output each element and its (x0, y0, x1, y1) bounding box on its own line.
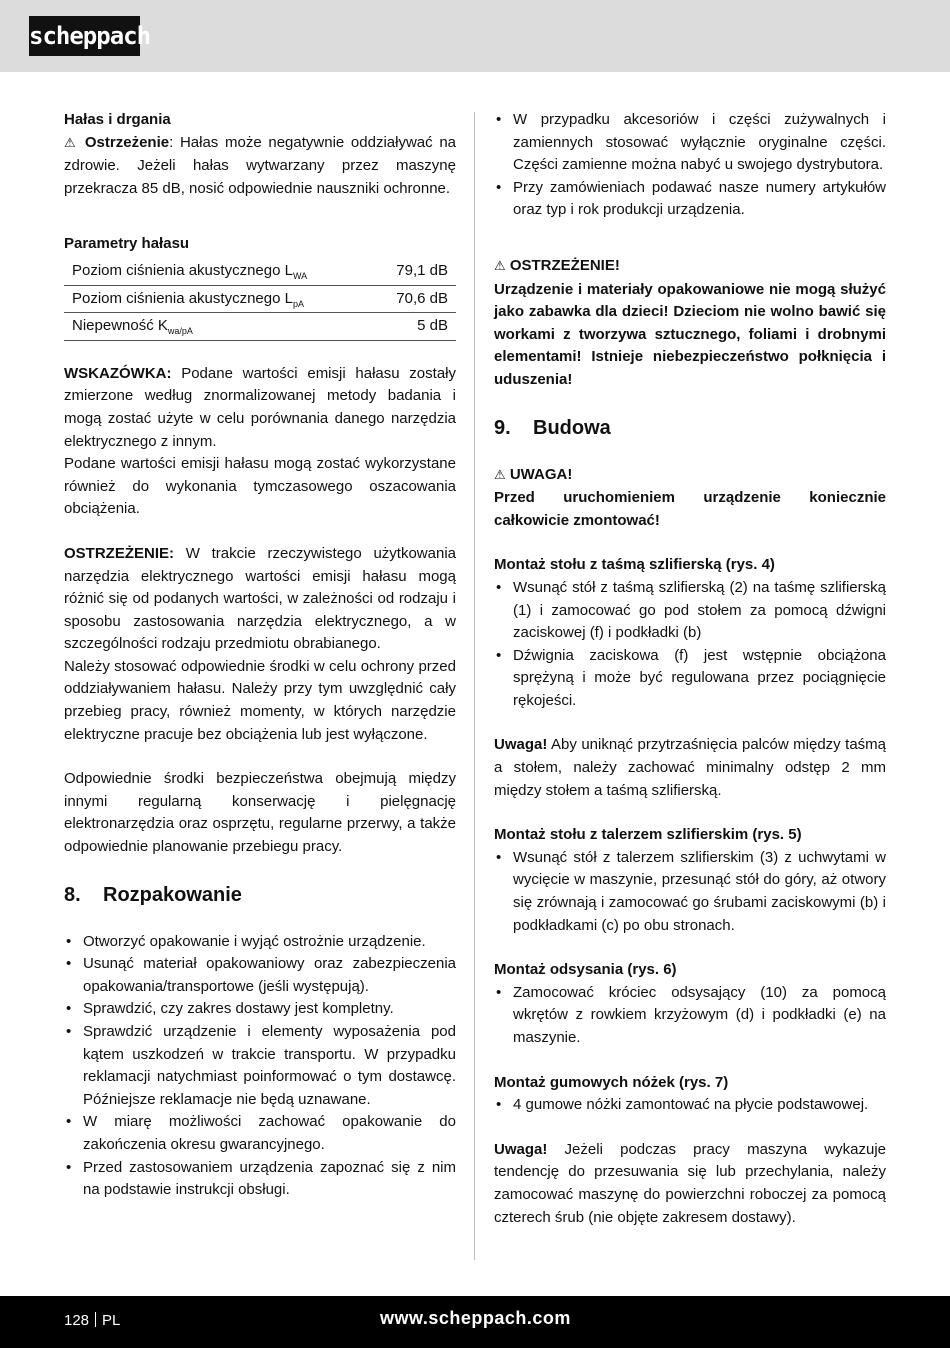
list-item: • Przy zamówieniach podawać nasze numery artykułów oraz typ i rok produkcji urządzenia. (494, 177, 886, 222)
suction-heading: Montaż odsysania (rys. 6) (494, 961, 677, 979)
hint-text: Podane wartości emisji hałasu zostały zmierzone według znormalizowanej metody badania i mogą zostać użyte w celu porównania danego narzędzia elektrycznego z innym. (64, 364, 456, 450)
list-item: • Przed zastosowaniem urządzenia zapoznać się z nim na podstawie instrukcji obsługi. (64, 1157, 456, 1202)
note1-paragraph (494, 734, 886, 802)
list-item: • Sprawdzić, czy zakres dostawy jest kompletny. (64, 998, 456, 1021)
table-row (64, 258, 456, 285)
noise-heading: Hałas i drgania (64, 111, 171, 128)
warning-heading: ⚠ OSTRZEŻENIE! (494, 256, 620, 274)
note2-paragraph (494, 1139, 886, 1229)
section-8-heading: 8. Rozpakowanie (64, 883, 242, 906)
warning-triangle-icon: ⚠ (64, 135, 79, 151)
hint-label: WSKAZÓWKA: (64, 364, 172, 382)
note2-label: Uwaga! (494, 1140, 548, 1158)
list-item: • Otworzyć opakowanie i wyjąć ostrożnie urządzenie. (64, 931, 456, 954)
params-heading: Parametry hałasu (64, 235, 190, 253)
scheppach-logo: scheppach (29, 16, 140, 56)
note1-label: Uwaga! (494, 736, 548, 754)
list-item: • 4 gumowe nóżki zamontować na płycie podstawowej. (494, 1094, 886, 1117)
list-item: • W przypadku akcesoriów i części zużywalnych i zamiennych stosować wyłącznie oryginalne części. Części zamienne można nabyć u swojego dystrybutora. (494, 109, 886, 177)
right-column (494, 109, 886, 1229)
list-item: • Wsunąć stół z talerzem szlifierskim (3) z uchwytami w wycięcie w maszynie, przesunąć stół do góry, aż otwory się zrównają i zamocować go śrubami zaciskowymi (b) i podkładkami (c) po obu stronach. (494, 847, 886, 937)
disc-list (494, 847, 886, 937)
hint-paragraph-2: Podane wartości emisji hałasu mogą zostać wykorzystane również do wykonania tymczasowego oszacowania obciążenia. (64, 455, 456, 518)
param-label: Niepewność $K_{wa/pA}$ (64, 313, 373, 341)
list-item: • W miarę możliwości zachować opakowanie do zakończenia okresu gwarancyjnego. (64, 1111, 456, 1156)
list-item: • Dźwignia zaciskowa (f) jest wstępnie obciążona sprężyną i może być regulowana przez pociągnięcie rękojeści. (494, 645, 886, 713)
suction-list (494, 982, 886, 1050)
parts-list (494, 109, 886, 222)
unpack-list (64, 931, 456, 1202)
noise-params-table (64, 258, 456, 341)
list-item: • Usunąć materiał opakowaniowy oraz zabezpieczenia opakowania/transportowe (jeśli występują). (64, 953, 456, 998)
note1-text: Aby uniknąć przytrzaśnięcia palców między taśmą a stołem, należy zachować minimalny odstęp 2 mm między stołem a taśmą szlifierską. (494, 736, 886, 799)
disc-heading: Montaż stołu z talerzem szlifierskim (rys. 5) (494, 826, 802, 844)
param-value: 70,6 dB (373, 285, 456, 313)
safety-paragraph: Odpowiednie środki bezpieczeństwa obejmują między innymi regularną konserwację i pielęgnację elektronarzędzia oraz osprzętu, regularne przerwy, a także odpowiednie planowanie przebiegu pracy. (64, 770, 456, 856)
table-row (64, 285, 456, 313)
left-column (64, 109, 456, 1202)
warning2-paragraph-2: Należy stosować odpowiednie środki w celu ochrony przed oddziaływaniem hałasu. Należy przy tym uwzględnić cały przebieg pracy, również momenty, w których narzędzie elektryczne pracuje bez obciążenia lub jest wyłączone. (64, 657, 456, 743)
feet-list (494, 1094, 886, 1117)
feet-heading: Montaż gumowych nóżek (rys. 7) (494, 1073, 729, 1091)
warning2-label: OSTRZEŻENIE: (64, 544, 175, 562)
language-code: PL (102, 1312, 121, 1329)
page-indicator (64, 1310, 120, 1333)
caution-text: Przed uruchomieniem urządzenie koniecznie całkowicie zmontować! (494, 489, 886, 529)
hint-paragraph (64, 363, 456, 453)
header-bar (0, 0, 950, 72)
warning2-paragraph (64, 543, 456, 656)
belt-list (494, 577, 886, 713)
table-row (64, 313, 456, 341)
noise-warning-paragraph (64, 132, 456, 201)
param-label: Poziom ciśnienia akustycznego $L_{pA}$ (64, 285, 373, 313)
warning-text: Urządzenie i materiały opakowaniowe nie mogą służyć jako zabawka dla dzieci! Dzieciom nie wolno bawić się workami z tworzywa sztucznego, foliami i drobnymi elementami! Istnieje niebezpieczeństwo połknięcia i uduszenia! (494, 280, 886, 388)
column-divider (474, 112, 475, 1260)
belt-heading: Montaż stołu z taśmą szlifierską (rys. 4) (494, 556, 775, 574)
separator (95, 1312, 96, 1327)
param-value: 5 dB (373, 313, 456, 341)
noise-warning-label: Ostrzeżenie (84, 133, 170, 151)
warning-triangle-icon: ⚠ (494, 467, 506, 483)
warning2-text: W trakcie rzeczywistego użytkowania narzędzia elektrycznego wartości emisji hałasu mogą różnić się od podanych wartości, w zależności od rodzaju i sposobu zastosowania narzędzia elektrycznego, a w szczególności rodzaju przedmiotu obrabianego. (64, 544, 456, 653)
list-item: • Zamocować króciec odsysający (10) za pomocą wkrętów z rowkiem krzyżowym (d) i podkładki (e) na maszynie. (494, 982, 886, 1050)
section-9-heading: 9. Budowa (494, 416, 611, 439)
list-item: • Wsunąć stół z taśmą szlifierską (2) na taśmę szlifierską (1) i zamocować go pod stołem za pomocą dźwigni zaciskowej (f) i podkładki (b) (494, 577, 886, 645)
noise-warning-text: : Hałas może negatywnie oddziaływać na zdrowie. Jeżeli hałas wytwarzany przez maszynę przekracza 85 dB, nosić odpowiednie nauszniki ochronne. (64, 133, 457, 197)
param-label: Poziom ciśnienia akustycznego $L_{WA}$ (64, 258, 373, 285)
warning-triangle-icon: ⚠ (494, 258, 506, 274)
footer-bar (0, 1296, 950, 1348)
note2-text: Jeżeli podczas pracy maszyna wykazuje tendencję do przesuwania się lub przechylania, należy zamocować maszynę do powierzchni roboczej za pomocą czterech śrub (nie objęte zakresem dostawy). (494, 1140, 886, 1226)
caution-heading: ⚠ UWAGA! (494, 465, 573, 483)
page-number: 128 (64, 1312, 90, 1329)
list-item: • Sprawdzić urządzenie i elementy wyposażenia pod kątem uszkodzeń w trakcie transportu. W przypadku reklamacji natychmiast poinformować o tym dostawcę. Późniejsze reklamacje nie będą uznawane. (64, 1021, 456, 1111)
param-value: 79,1 dB (373, 258, 456, 285)
website-link[interactable]: www.scheppach.com (380, 1308, 571, 1328)
